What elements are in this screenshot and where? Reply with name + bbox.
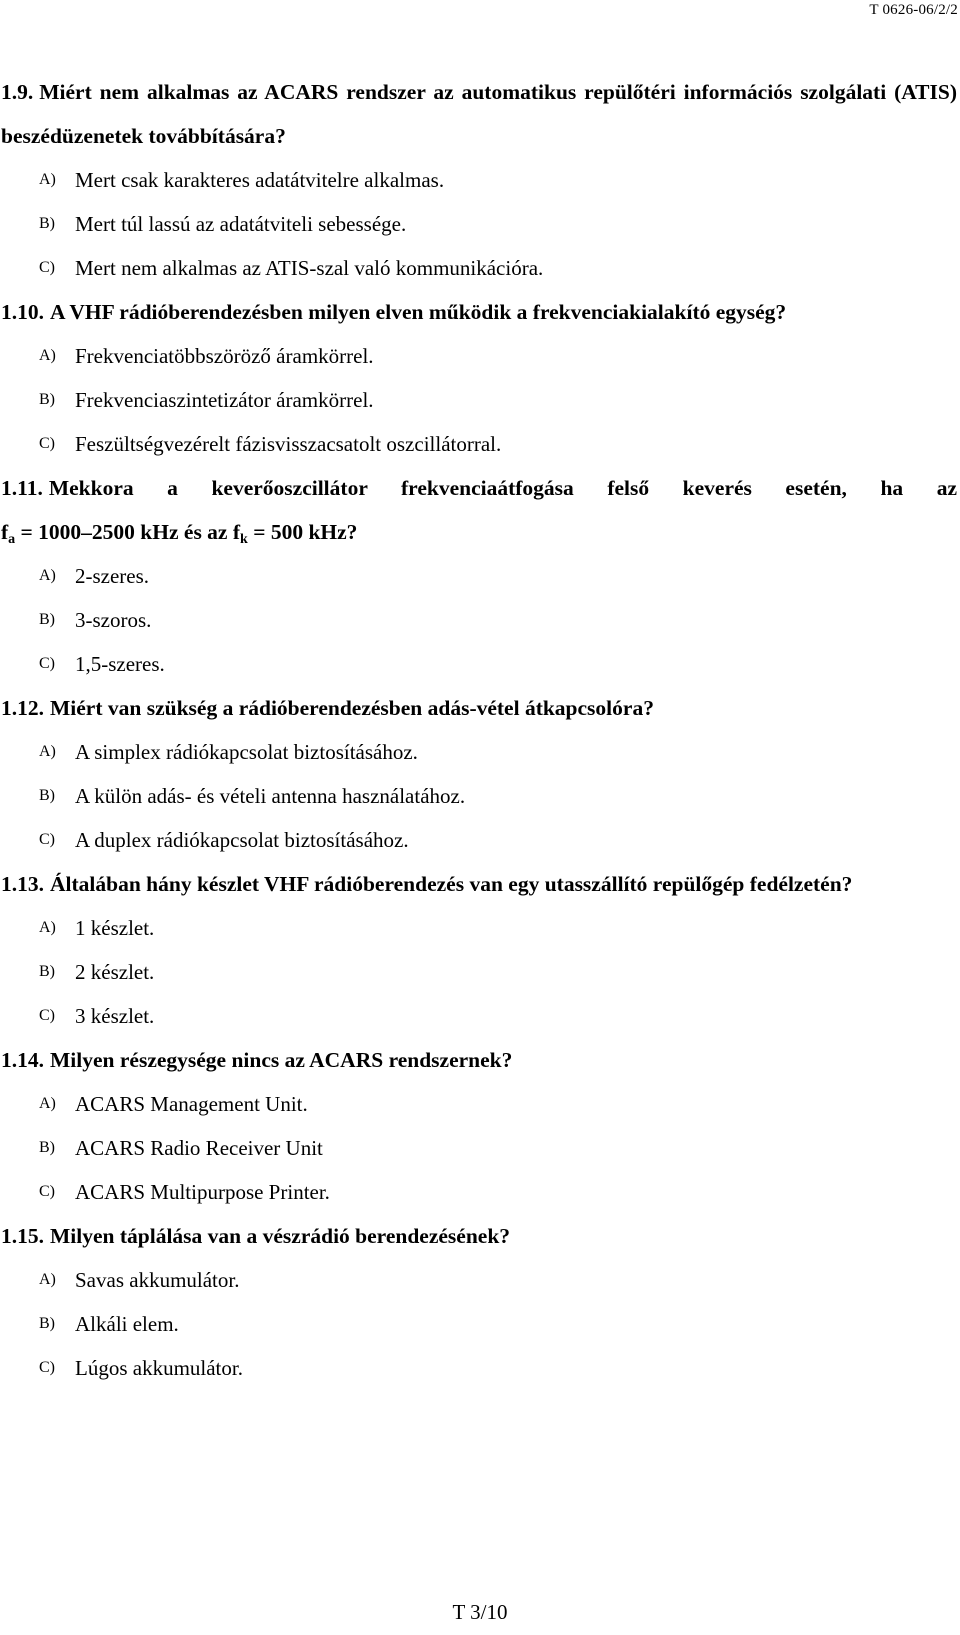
question-number: 1.15. <box>1 1224 44 1248</box>
option-letter: B) <box>39 611 55 628</box>
question-text <box>1 686 957 730</box>
page-number: T 3/10 <box>452 1600 508 1624</box>
question-text <box>1 1038 957 1082</box>
option-letter: A) <box>39 567 56 584</box>
option-text: 2-szeres. <box>75 564 150 588</box>
question-number: 1.12. <box>1 696 44 720</box>
option-text: A simplex rádiókapcsolat biztosításához. <box>75 740 418 764</box>
question-list <box>1 70 957 1390</box>
question-text <box>1 1214 957 1258</box>
option-text: Frekvenciatöbbszöröző áramkörrel. <box>75 344 374 368</box>
option-letter: C) <box>39 435 55 452</box>
formula-range: = 1000–2500 kHz és az f <box>15 520 241 544</box>
question-text <box>1 70 957 158</box>
answer-option-a <box>1 730 957 774</box>
option-letter: B) <box>39 215 55 232</box>
answer-option-b <box>1 202 957 246</box>
option-text: Mert nem alkalmas az ATIS-szal való kommunikációra. <box>75 256 544 280</box>
question-text <box>1 862 957 906</box>
question-1-14 <box>1 1038 957 1214</box>
answer-option-c <box>1 818 957 862</box>
answer-option-c <box>1 994 957 1038</box>
formula-f: f <box>1 520 9 544</box>
option-letter: C) <box>39 655 55 672</box>
option-text: Frekvenciaszintetizátor áramkörrel. <box>75 388 374 412</box>
option-text: 3-szoros. <box>75 608 152 632</box>
option-text: Mert túl lassú az adatátviteli sebessége. <box>75 212 407 236</box>
question-number: 1.10. <box>1 300 44 324</box>
option-letter: C) <box>39 1359 55 1376</box>
question-text <box>1 466 957 510</box>
answer-option-b <box>1 1126 957 1170</box>
option-letter: B) <box>39 391 55 408</box>
option-letter: C) <box>39 1183 55 1200</box>
formula-sub-k: k <box>240 532 248 547</box>
option-text: ACARS Management Unit. <box>75 1092 308 1116</box>
question-body: Miért van szükség a rádióberendezésben adás-vétel átkapcsolóra? <box>50 696 654 720</box>
question-1-11 <box>1 466 957 686</box>
formula-sub-a: a <box>8 532 16 547</box>
option-letter: C) <box>39 1007 55 1024</box>
option-text: 3 készlet. <box>75 1004 155 1028</box>
option-letter: B) <box>39 1139 55 1156</box>
option-letter: A) <box>39 347 56 364</box>
question-1-10 <box>1 290 957 466</box>
question-1-12 <box>1 686 957 862</box>
answer-option-a <box>1 554 957 598</box>
option-letter: B) <box>39 1315 55 1332</box>
question-body: Általában hány készlet VHF rádióberendezés van egy utasszállító repülőgép fedélzetén? <box>50 872 853 896</box>
page-header-code: T 0626-06/2/2 <box>869 2 958 18</box>
answer-option-c <box>1 1170 957 1214</box>
question-1-15 <box>1 1214 957 1390</box>
option-text: ACARS Radio Receiver Unit <box>75 1136 323 1160</box>
answer-option-c <box>1 422 957 466</box>
question-number: 1.14. <box>1 1048 44 1072</box>
question-formula <box>1 510 957 554</box>
option-letter: A) <box>39 743 56 760</box>
answer-option-a <box>1 906 957 950</box>
option-text: Alkáli elem. <box>75 1312 179 1336</box>
question-body: Miért nem alkalmas az ACARS rendszer az automatikus repülőtéri információs szolgálati (ATIS) beszédüzenetek továbbítására? <box>1 80 957 148</box>
answer-option-c <box>1 642 957 686</box>
formula-value: = 500 kHz? <box>247 520 358 544</box>
answer-option-b <box>1 378 957 422</box>
option-letter: A) <box>39 171 56 188</box>
option-text: Savas akkumulátor. <box>75 1268 240 1292</box>
question-1-9 <box>1 70 957 290</box>
question-body: Mekkora a keverőoszcillátor frekvenciaátfogása felső keverés esetén, ha az <box>48 476 957 500</box>
question-number: 1.9. <box>1 80 34 104</box>
option-letter: B) <box>39 787 55 804</box>
option-letter: A) <box>39 1095 56 1112</box>
question-body: A VHF rádióberendezésben milyen elven működik a frekvenciakialakító egység? <box>50 300 787 324</box>
answer-option-a <box>1 1258 957 1302</box>
option-text: 1,5-szeres. <box>75 652 165 676</box>
answer-option-b <box>1 950 957 994</box>
answer-option-a <box>1 334 957 378</box>
option-letter: C) <box>39 831 55 848</box>
question-body: Milyen táplálása van a vészrádió berendezésének? <box>50 1224 511 1248</box>
option-text: Mert csak karakteres adatátvitelre alkalmas. <box>75 168 445 192</box>
question-text <box>1 290 957 334</box>
question-number: 1.13. <box>1 872 44 896</box>
option-text: 2 készlet. <box>75 960 155 984</box>
option-text: A külön adás- és vételi antenna használatához. <box>75 784 466 808</box>
option-letter: B) <box>39 963 55 980</box>
question-body: Milyen részegysége nincs az ACARS rendszernek? <box>50 1048 513 1072</box>
option-text: Lúgos akkumulátor. <box>75 1356 243 1380</box>
answer-option-b <box>1 774 957 818</box>
answer-option-b <box>1 1302 957 1346</box>
question-number: 1.11. <box>1 476 43 500</box>
option-text: 1 készlet. <box>75 916 155 940</box>
answer-option-a <box>1 158 957 202</box>
answer-option-c <box>1 246 957 290</box>
option-letter: C) <box>39 259 55 276</box>
option-text: Feszültségvezérelt fázisvisszacsatolt oszcillátorral. <box>75 432 502 456</box>
answer-option-c <box>1 1346 957 1390</box>
question-1-13 <box>1 862 957 1038</box>
option-text: A duplex rádiókapcsolat biztosításához. <box>75 828 409 852</box>
option-letter: A) <box>39 919 56 936</box>
option-text: ACARS Multipurpose Printer. <box>75 1180 330 1204</box>
option-letter: A) <box>39 1271 56 1288</box>
answer-option-b <box>1 598 957 642</box>
answer-option-a <box>1 1082 957 1126</box>
